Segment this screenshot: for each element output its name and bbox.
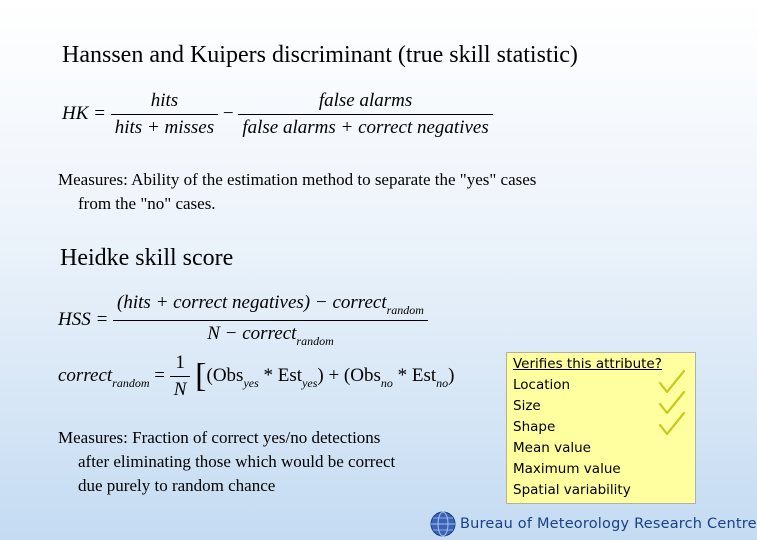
cr-lhs-sub: random: [112, 375, 150, 390]
hk-measures: [58, 168, 678, 216]
attribute-label: Maximum value: [513, 461, 621, 477]
hk-title: Hanssen and Kuipers discriminant (true skill statistic): [62, 42, 578, 68]
attribute-list: [513, 375, 695, 501]
cr-eq: =: [154, 364, 165, 386]
hk-measures-line2: from the "no" cases.: [78, 194, 216, 213]
cr-star1: * Est: [258, 364, 303, 386]
cr-sub-no1: no: [380, 375, 393, 390]
hk-fraction-false-alarms: [238, 90, 492, 139]
cr-sub-yes2: yes: [302, 375, 318, 390]
cr-n: N: [170, 376, 191, 401]
attribute-item: [513, 459, 695, 480]
hss-measures-line3: due purely to random chance: [78, 476, 276, 495]
attribute-item: [513, 480, 695, 501]
cr-one: 1: [175, 352, 185, 373]
cr-sub-yes1: yes: [243, 375, 259, 390]
hss-num-sub: random: [386, 303, 424, 317]
attribute-label: Spatial variability: [513, 482, 631, 498]
attribute-label: Size: [513, 398, 541, 414]
hss-den-text: N − correct: [207, 323, 297, 344]
hss-lhs: HSS =: [58, 308, 109, 330]
checkmark-icon: [657, 411, 687, 437]
hk-lhs: HK =: [62, 102, 106, 124]
attribute-label: Shape: [513, 419, 556, 435]
bmrc-logo: [430, 511, 757, 537]
correct-random-formula: [58, 352, 455, 401]
cr-plus: ) + (Obs: [317, 364, 381, 386]
hss-measures: [58, 426, 478, 498]
hss-num-text: (hits + correct negatives) − correct: [117, 292, 387, 313]
hss-formula: [58, 292, 428, 349]
cr-star2: * Est: [392, 364, 437, 386]
hss-fraction: [113, 292, 428, 349]
attribute-item: [513, 417, 695, 438]
cr-lhs: correct: [58, 364, 113, 386]
hss-title: Heidke skill score: [60, 245, 234, 271]
hk-den2: false alarms + correct negatives: [238, 114, 492, 139]
hk-num2: false alarms: [318, 90, 413, 111]
hk-fraction-hits: [111, 90, 218, 139]
hss-measures-line1: Measures: Fraction of correct yes/no detections: [58, 428, 381, 447]
attribute-item: [513, 438, 695, 459]
attribute-label: Location: [513, 377, 571, 393]
attribute-label: Mean value: [513, 440, 591, 456]
hk-formula: [62, 90, 493, 139]
hk-num1: hits: [150, 90, 179, 111]
hk-minus: −: [222, 102, 234, 124]
logo-text: Bureau of Meteorology Research Centre: [460, 516, 757, 532]
globe-icon: [430, 511, 456, 537]
cr-bracket: [: [195, 357, 207, 395]
hss-den-sub: random: [296, 334, 334, 348]
hss-numerator: [113, 292, 428, 320]
hk-den1: hits + misses: [111, 114, 218, 139]
attribute-box: [506, 352, 696, 504]
hk-measures-line1: Measures: Ability of the estimation method to separate the "yes" cases: [58, 170, 537, 189]
hss-denominator: [113, 320, 428, 349]
cr-open: (Obs: [206, 364, 244, 386]
cr-sub-no2: no: [436, 375, 449, 390]
cr-close: ): [448, 364, 455, 386]
hss-measures-line2: after eliminating those which would be correct: [78, 452, 396, 471]
attribute-header: Verifies this attribute?: [513, 356, 662, 372]
cr-one-over-n: [170, 352, 191, 401]
